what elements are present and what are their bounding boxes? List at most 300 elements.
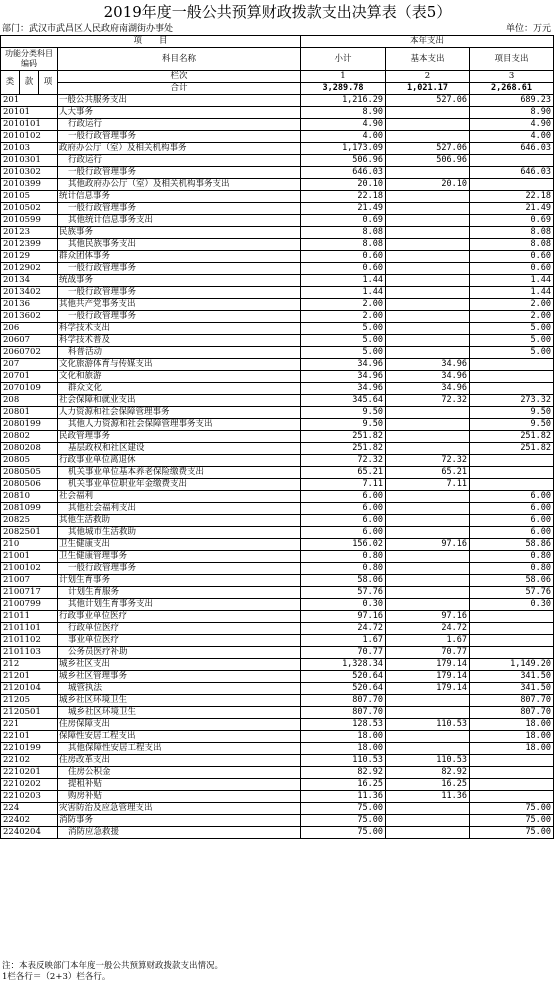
row-project: 6.00 <box>470 515 554 527</box>
row-subtotal: 18.00 <box>301 743 386 755</box>
row-subject-name: 文化旅游体育与传媒支出 <box>58 359 301 371</box>
table-row <box>1 695 554 707</box>
row-subtotal: 0.80 <box>301 563 386 575</box>
header-row-1 <box>1 36 554 48</box>
row-project: 0.80 <box>470 563 554 575</box>
row-code: 2210199 <box>1 743 58 755</box>
row-subject-name: 其他民族事务支出 <box>58 239 301 251</box>
row-project <box>470 455 554 467</box>
table-row <box>1 167 554 179</box>
row-subtotal: 251.82 <box>301 443 386 455</box>
table-row <box>1 659 554 671</box>
row-subject-name: 科普活动 <box>58 347 301 359</box>
row-subject-name: 其他统计信息事务支出 <box>58 215 301 227</box>
row-subject-name: 其他生活救助 <box>58 515 301 527</box>
table-row <box>1 359 554 371</box>
row-basic <box>386 803 470 815</box>
row-code: 22402 <box>1 815 58 827</box>
row-subject-name: 人力资源和社会保障管理事务 <box>58 407 301 419</box>
row-code: 207 <box>1 359 58 371</box>
row-code: 22102 <box>1 755 58 767</box>
row-basic <box>386 443 470 455</box>
row-subtotal: 8.90 <box>301 107 386 119</box>
subject-name-header: 科目名称 <box>58 48 301 71</box>
row-code: 21001 <box>1 551 58 563</box>
row-code: 2210201 <box>1 767 58 779</box>
row-code: 20101 <box>1 107 58 119</box>
row-subtotal: 11.36 <box>301 791 386 803</box>
row-basic <box>386 107 470 119</box>
row-basic <box>386 599 470 611</box>
row-code: 20810 <box>1 491 58 503</box>
row-project <box>470 383 554 395</box>
row-subject-name: 购房补贴 <box>58 791 301 803</box>
total-project: 2,268.61 <box>470 83 554 95</box>
row-code: 2100102 <box>1 563 58 575</box>
row-subtotal: 5.00 <box>301 347 386 359</box>
row-code: 201 <box>1 95 58 107</box>
table-row <box>1 527 554 539</box>
row-subtotal: 646.03 <box>301 167 386 179</box>
row-basic <box>386 275 470 287</box>
row-basic: 16.25 <box>386 779 470 791</box>
row-subject-name: 一般公共服务支出 <box>58 95 301 107</box>
row-subject-name: 其他政府办公厅（室）及相关机构事务支出 <box>58 179 301 191</box>
table-row <box>1 755 554 767</box>
row-subject-name: 一般行政管理事务 <box>58 563 301 575</box>
row-basic <box>386 431 470 443</box>
header-row-4 <box>1 71 554 83</box>
row-project: 251.82 <box>470 431 554 443</box>
row-subtotal: 345.64 <box>301 395 386 407</box>
row-basic <box>386 827 470 839</box>
row-basic: 82.92 <box>386 767 470 779</box>
row-basic <box>386 551 470 563</box>
row-subject-name: 城乡社区支出 <box>58 659 301 671</box>
row-basic: 11.36 <box>386 791 470 803</box>
row-code: 20701 <box>1 371 58 383</box>
row-basic <box>386 239 470 251</box>
row-project <box>470 623 554 635</box>
row-subtotal: 4.00 <box>301 131 386 143</box>
row-project <box>470 611 554 623</box>
row-basic: 110.53 <box>386 719 470 731</box>
unit-label: 单位：万元 <box>505 24 551 34</box>
table-row <box>1 635 554 647</box>
row-subject-name: 社会福利 <box>58 491 301 503</box>
row-basic <box>386 131 470 143</box>
row-code: 2060702 <box>1 347 58 359</box>
row-subject-name: 科学技术支出 <box>58 323 301 335</box>
row-subtotal: 251.82 <box>301 431 386 443</box>
table-row <box>1 107 554 119</box>
row-project <box>470 155 554 167</box>
row-project: 58.06 <box>470 575 554 587</box>
row-subject-name: 机关事业单位基本养老保险缴费支出 <box>58 467 301 479</box>
row-subtotal: 65.21 <box>301 467 386 479</box>
table-row <box>1 143 554 155</box>
row-subject-name: 保障性安居工程支出 <box>58 731 301 743</box>
row-project: 2.00 <box>470 299 554 311</box>
row-subtotal: 1,173.09 <box>301 143 386 155</box>
row-basic <box>386 695 470 707</box>
row-code: 20825 <box>1 515 58 527</box>
row-subject-name: 行政单位医疗 <box>58 623 301 635</box>
row-subject-name: 文化和旅游 <box>58 371 301 383</box>
row-code: 210 <box>1 539 58 551</box>
row-subject-name: 其他保障性安居工程支出 <box>58 743 301 755</box>
row-subtotal: 8.08 <box>301 239 386 251</box>
row-basic: 110.53 <box>386 755 470 767</box>
total-label: 合计 <box>58 83 301 95</box>
row-code: 2101102 <box>1 635 58 647</box>
row-code: 2082501 <box>1 527 58 539</box>
row-basic: 7.11 <box>386 479 470 491</box>
row-subject-name: 住房公积金 <box>58 767 301 779</box>
row-basic <box>386 407 470 419</box>
row-project: 646.03 <box>470 167 554 179</box>
row-basic: 34.96 <box>386 359 470 371</box>
row-subject-name: 消防事务 <box>58 815 301 827</box>
row-subject-name: 民政管理事务 <box>58 431 301 443</box>
table-row <box>1 323 554 335</box>
row-code: 2010101 <box>1 119 58 131</box>
row-subject-name: 其他计划生育事务支出 <box>58 599 301 611</box>
row-subject-name: 一般行政管理事务 <box>58 311 301 323</box>
row-code: 2010301 <box>1 155 58 167</box>
col1-header: 1 <box>301 71 386 83</box>
row-code: 221 <box>1 719 58 731</box>
row-basic <box>386 515 470 527</box>
row-code: 2101101 <box>1 623 58 635</box>
row-subject-name: 消防应急救援 <box>58 827 301 839</box>
row-basic: 24.72 <box>386 623 470 635</box>
row-project: 18.00 <box>470 719 554 731</box>
row-project <box>470 359 554 371</box>
table-row <box>1 119 554 131</box>
row-basic <box>386 575 470 587</box>
row-basic: 72.32 <box>386 455 470 467</box>
row-subtotal: 156.02 <box>301 539 386 551</box>
row-code: 20805 <box>1 455 58 467</box>
row-subtotal: 1,216.29 <box>301 95 386 107</box>
row-basic <box>386 251 470 263</box>
table-row <box>1 683 554 695</box>
row-subtotal: 6.00 <box>301 491 386 503</box>
row-subject-name: 一般行政管理事务 <box>58 131 301 143</box>
row-subject-name: 行政运行 <box>58 119 301 131</box>
row-code: 2010599 <box>1 215 58 227</box>
table-row <box>1 155 554 167</box>
row-code: 2080506 <box>1 479 58 491</box>
row-subtotal: 18.00 <box>301 731 386 743</box>
row-project: 6.00 <box>470 503 554 515</box>
row-basic <box>386 119 470 131</box>
table-row <box>1 575 554 587</box>
row-subtotal: 520.64 <box>301 683 386 695</box>
row-basic: 527.06 <box>386 95 470 107</box>
row-subtotal: 506.96 <box>301 155 386 167</box>
table-row <box>1 767 554 779</box>
row-code: 20607 <box>1 335 58 347</box>
row-subtotal: 807.70 <box>301 695 386 707</box>
row-project: 5.00 <box>470 347 554 359</box>
table-row <box>1 491 554 503</box>
table-row <box>1 551 554 563</box>
row-code: 206 <box>1 323 58 335</box>
row-subtotal: 8.08 <box>301 227 386 239</box>
row-basic: 506.96 <box>386 155 470 167</box>
column-no-header: 栏次 <box>58 71 301 83</box>
row-subject-name: 科学技术普及 <box>58 335 301 347</box>
row-code: 2080199 <box>1 419 58 431</box>
row-project: 2.00 <box>470 311 554 323</box>
table-row <box>1 455 554 467</box>
row-basic: 65.21 <box>386 467 470 479</box>
row-subtotal: 110.53 <box>301 755 386 767</box>
table-row <box>1 563 554 575</box>
row-subtotal: 21.49 <box>301 203 386 215</box>
row-code: 2120501 <box>1 707 58 719</box>
row-subtotal: 6.00 <box>301 503 386 515</box>
row-basic: 34.96 <box>386 371 470 383</box>
row-subject-name: 一般行政管理事务 <box>58 263 301 275</box>
row-subtotal: 20.10 <box>301 179 386 191</box>
table-row <box>1 587 554 599</box>
func-class-header: 功能分类科目编码 <box>1 48 58 71</box>
row-project: 58.86 <box>470 539 554 551</box>
row-code: 2080505 <box>1 467 58 479</box>
row-project <box>470 179 554 191</box>
row-project <box>470 635 554 647</box>
row-basic <box>386 743 470 755</box>
total-row <box>1 83 554 95</box>
row-subtotal: 58.06 <box>301 575 386 587</box>
row-subject-name: 社会保障和就业支出 <box>58 395 301 407</box>
row-subject-name: 卫生健康支出 <box>58 539 301 551</box>
row-subtotal: 34.96 <box>301 371 386 383</box>
row-subtotal: 75.00 <box>301 815 386 827</box>
row-project: 341.50 <box>470 671 554 683</box>
row-basic <box>386 299 470 311</box>
row-code: 2013602 <box>1 311 58 323</box>
table-row <box>1 611 554 623</box>
row-project <box>470 779 554 791</box>
row-basic <box>386 215 470 227</box>
total-subtotal: 3,289.78 <box>301 83 386 95</box>
row-basic <box>386 203 470 215</box>
row-code: 2010502 <box>1 203 58 215</box>
row-basic <box>386 815 470 827</box>
row-project: 0.30 <box>470 599 554 611</box>
table-row <box>1 743 554 755</box>
row-basic <box>386 491 470 503</box>
row-subject-name: 人大事务 <box>58 107 301 119</box>
row-subject-name: 城乡社区管理事务 <box>58 671 301 683</box>
row-code: 22101 <box>1 731 58 743</box>
row-subtotal: 807.70 <box>301 707 386 719</box>
table-row <box>1 815 554 827</box>
row-subject-name: 基层政权和社区建设 <box>58 443 301 455</box>
row-code: 20103 <box>1 143 58 155</box>
row-subtotal: 1.44 <box>301 287 386 299</box>
row-code: 2240204 <box>1 827 58 839</box>
row-project <box>470 647 554 659</box>
row-basic <box>386 335 470 347</box>
table-row <box>1 431 554 443</box>
row-project: 1.44 <box>470 287 554 299</box>
row-subtotal: 82.92 <box>301 767 386 779</box>
project-expenditure-header: 项目支出 <box>470 48 554 71</box>
row-project: 6.00 <box>470 527 554 539</box>
row-project: 9.50 <box>470 407 554 419</box>
lei-header: 类 <box>1 71 20 95</box>
table-row <box>1 479 554 491</box>
row-project: 21.49 <box>470 203 554 215</box>
row-project: 341.50 <box>470 683 554 695</box>
row-project: 75.00 <box>470 803 554 815</box>
row-basic: 97.16 <box>386 611 470 623</box>
row-basic: 527.06 <box>386 143 470 155</box>
basic-expenditure-header: 基本支出 <box>386 48 470 71</box>
table-row <box>1 731 554 743</box>
row-project <box>470 767 554 779</box>
table-row <box>1 371 554 383</box>
row-subject-name: 行政事业单位离退休 <box>58 455 301 467</box>
row-code: 212 <box>1 659 58 671</box>
row-subject-name: 行政事业单位医疗 <box>58 611 301 623</box>
row-subtotal: 34.96 <box>301 359 386 371</box>
row-subtotal: 9.50 <box>301 407 386 419</box>
table-row <box>1 707 554 719</box>
row-project: 8.08 <box>470 227 554 239</box>
row-code: 2080208 <box>1 443 58 455</box>
table-row <box>1 803 554 815</box>
col2-header: 2 <box>386 71 470 83</box>
row-code: 2010302 <box>1 167 58 179</box>
row-subject-name: 灾害防治及应急管理支出 <box>58 803 301 815</box>
col3-header: 3 <box>470 71 554 83</box>
row-code: 2210202 <box>1 779 58 791</box>
table-row <box>1 467 554 479</box>
row-subject-name: 事业单位医疗 <box>58 635 301 647</box>
table-row <box>1 251 554 263</box>
row-project: 1,149.20 <box>470 659 554 671</box>
table-row <box>1 779 554 791</box>
row-subtotal: 72.32 <box>301 455 386 467</box>
row-project: 0.80 <box>470 551 554 563</box>
row-basic <box>386 167 470 179</box>
row-subtotal: 128.53 <box>301 719 386 731</box>
row-subtotal: 6.00 <box>301 527 386 539</box>
row-code: 21205 <box>1 695 58 707</box>
row-basic: 34.96 <box>386 383 470 395</box>
row-subject-name: 统战事务 <box>58 275 301 287</box>
table-row <box>1 407 554 419</box>
row-code: 2070109 <box>1 383 58 395</box>
row-basic <box>386 587 470 599</box>
row-code: 21011 <box>1 611 58 623</box>
table-row <box>1 791 554 803</box>
row-subject-name: 机关事业单位职业年金缴费支出 <box>58 479 301 491</box>
table-row <box>1 311 554 323</box>
row-basic <box>386 191 470 203</box>
row-subtotal: 6.00 <box>301 515 386 527</box>
table-row <box>1 623 554 635</box>
row-subtotal: 2.00 <box>301 311 386 323</box>
row-subject-name: 其他共产党事务支出 <box>58 299 301 311</box>
row-subtotal: 22.18 <box>301 191 386 203</box>
row-basic <box>386 263 470 275</box>
table-row <box>1 515 554 527</box>
row-project <box>470 755 554 767</box>
subtotal-header: 小计 <box>301 48 386 71</box>
row-subtotal: 16.25 <box>301 779 386 791</box>
row-subject-name: 其他社会福利支出 <box>58 503 301 515</box>
row-project: 0.60 <box>470 263 554 275</box>
row-basic <box>386 707 470 719</box>
row-project: 5.00 <box>470 335 554 347</box>
row-project: 6.00 <box>470 491 554 503</box>
row-project <box>470 479 554 491</box>
table-row <box>1 827 554 839</box>
row-basic <box>386 287 470 299</box>
row-subtotal: 97.16 <box>301 611 386 623</box>
row-project <box>470 791 554 803</box>
row-project: 9.50 <box>470 419 554 431</box>
row-basic <box>386 323 470 335</box>
row-basic <box>386 527 470 539</box>
table-row <box>1 503 554 515</box>
row-subtotal: 1.67 <box>301 635 386 647</box>
table-row <box>1 335 554 347</box>
row-subtotal: 70.77 <box>301 647 386 659</box>
row-project: 75.00 <box>470 815 554 827</box>
row-project: 5.00 <box>470 323 554 335</box>
row-project: 57.76 <box>470 587 554 599</box>
row-project: 18.00 <box>470 743 554 755</box>
row-subtotal: 24.72 <box>301 623 386 635</box>
row-basic <box>386 731 470 743</box>
row-basic: 97.16 <box>386 539 470 551</box>
row-subject-name: 提租补贴 <box>58 779 301 791</box>
row-subtotal: 5.00 <box>301 335 386 347</box>
row-subject-name: 城管执法 <box>58 683 301 695</box>
row-project: 251.82 <box>470 443 554 455</box>
row-basic: 72.32 <box>386 395 470 407</box>
row-project: 8.08 <box>470 239 554 251</box>
row-code: 2010102 <box>1 131 58 143</box>
expenditure-table <box>0 35 554 839</box>
row-code: 2101103 <box>1 647 58 659</box>
row-subject-name: 公务员医疗补助 <box>58 647 301 659</box>
current-year-header: 本年支出 <box>301 36 554 48</box>
row-project: 646.03 <box>470 143 554 155</box>
row-code: 2081099 <box>1 503 58 515</box>
project-header: 项 目 <box>1 36 301 48</box>
row-code: 20129 <box>1 251 58 263</box>
row-code: 20105 <box>1 191 58 203</box>
row-subject-name: 行政运行 <box>58 155 301 167</box>
table-row <box>1 203 554 215</box>
row-subject-name: 计划生育事务 <box>58 575 301 587</box>
row-code: 20802 <box>1 431 58 443</box>
row-project: 689.23 <box>470 95 554 107</box>
row-subject-name: 城乡社区环境卫生 <box>58 695 301 707</box>
row-basic <box>386 347 470 359</box>
row-project: 0.69 <box>470 215 554 227</box>
row-basic: 179.14 <box>386 671 470 683</box>
